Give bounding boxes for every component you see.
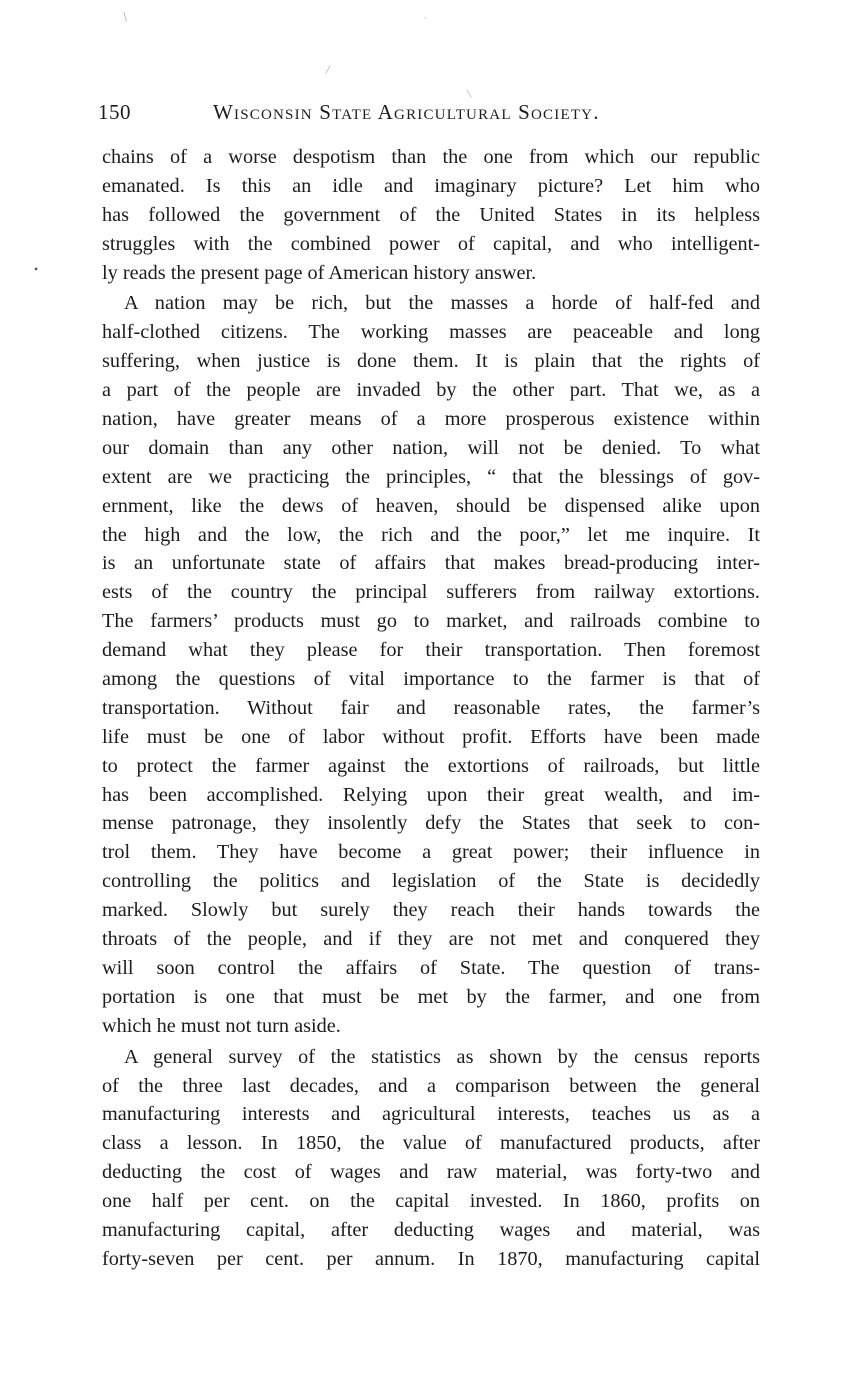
text-line: class a lesson. In 1850, the value of manufactured products, after (102, 1132, 760, 1155)
text-line: mense patronage, they insolently defy the States that seek to con- (102, 812, 760, 835)
page-header (98, 100, 758, 132)
text-line: to protect the farmer against the extortions of railroads, but little (102, 754, 760, 777)
margin-mark: | (465, 88, 473, 99)
text-line: emanated. Is this an idle and imaginary picture? Let him who (102, 174, 760, 197)
text-line: transportation. Without fair and reasonable rates, the farmer’s (102, 696, 760, 719)
text-line: demand what they please for their transportation. Then foremost (102, 639, 760, 662)
text-line: our domain than any other nation, will not be denied. To what (102, 436, 760, 459)
paragraph (102, 289, 760, 1040)
text-line: chains of a worse despotism than the one from which our republic (102, 146, 760, 168)
text-line: life must be one of labor without profit. Efforts have been made (102, 725, 760, 748)
paragraph (102, 143, 760, 287)
text-line: one half per cent. on the capital invested. In 1860, profits on (102, 1190, 760, 1213)
text-line: manufacturing capital, after deducting wages and material, was (102, 1218, 760, 1241)
text-line: struggles with the combined power of capital, and who intelligent- (102, 232, 760, 255)
text-line: has been accomplished. Relying upon their great wealth, and im- (102, 783, 760, 806)
text-line: the high and the low, the rich and the poor,” let me inquire. It (102, 523, 760, 546)
paragraph (102, 1043, 760, 1274)
text-line: of the three last decades, and a comparison between the general (102, 1074, 760, 1097)
body-text (102, 143, 760, 1274)
text-line: suffering, when justice is done them. It is plain that the rights of (102, 350, 760, 373)
text-line: A general survey of the statistics as shown by the census reports (124, 1045, 760, 1068)
running-head: Wisconsin State Agricultural Society. (213, 100, 600, 124)
margin-mark: • (34, 262, 39, 276)
margin-mark: | (324, 64, 332, 75)
text-line: manufacturing interests and agricultural interests, teaches us as a (102, 1103, 760, 1126)
text-line: will soon control the affairs of State. The question of trans- (102, 956, 760, 979)
page-number: 150 (98, 100, 131, 124)
text-line: controlling the politics and legislation of the State is decidedly (102, 870, 760, 893)
text-line: a part of the people are invaded by the other part. That we, as a (102, 379, 760, 402)
text-line: deducting the cost of wages and raw material, was forty-two and (102, 1161, 760, 1184)
text-line: forty-seven per cent. per annum. In 1870, manufacturing capital (102, 1247, 760, 1270)
text-line: half-clothed citizens. The working masses are peaceable and long (102, 321, 760, 344)
text-line: ests of the country the principal sufferers from railway extortions. (102, 581, 760, 604)
text-line: A nation may be rich, but the masses a horde of half-fed and (124, 292, 760, 315)
text-line: among the questions of vital importance to the farmer is that of (102, 668, 760, 691)
text-line: throats of the people, and if they are not met and conquered they (102, 928, 760, 951)
text-line: ly reads the present page of American history answer. (102, 261, 537, 284)
text-line: The farmers’ products must go to market, and railroads combine to (102, 610, 760, 633)
text-line: marked. Slowly but surely they reach their hands towards the (102, 899, 760, 922)
text-line: extent are we practicing the principles, “ that the blessings of gov- (102, 465, 760, 488)
margin-mark: / (119, 10, 132, 25)
margin-mark: · (424, 14, 427, 23)
text-line: is an unfortunate state of affairs that makes bread-producing inter- (102, 552, 760, 575)
text-line: which he must not turn aside. (102, 1014, 341, 1037)
text-line: portation is one that must be met by the farmer, and one from (102, 985, 760, 1008)
text-line: nation, have greater means of a more prosperous existence within (102, 408, 760, 431)
text-line: has followed the government of the United States in its helpless (102, 203, 760, 226)
text-line: trol them. They have become a great power; their influence in (102, 841, 760, 864)
text-line: ernment, like the dews of heaven, should be dispensed alike upon (102, 494, 760, 517)
